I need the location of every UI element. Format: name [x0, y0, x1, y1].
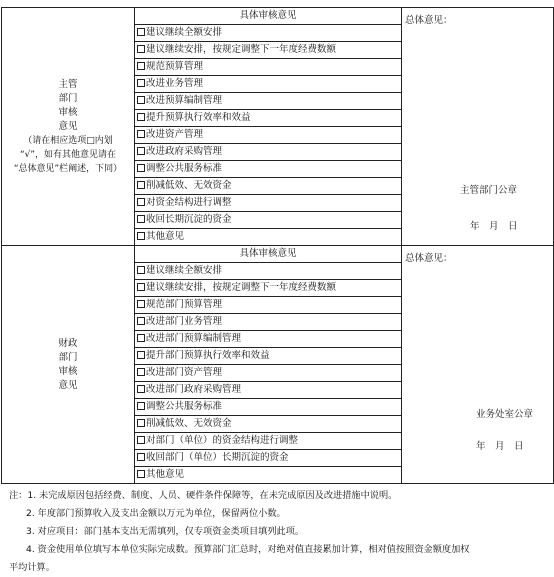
checkbox-icon[interactable] [137, 164, 145, 172]
sec1-option-label: 其他意见 [146, 231, 185, 242]
sec2-option-label: 其他意见 [146, 469, 185, 480]
checkbox-icon[interactable] [137, 419, 145, 427]
note-3: 3. 对应项目：部门基本支出无需填列，仅专项资金类项目填列此项。 [26, 526, 305, 537]
sec1-detail-header: 具体审核意见 [135, 8, 402, 25]
sec1-option[interactable] [135, 127, 402, 144]
checkbox-icon[interactable] [137, 28, 145, 36]
checkbox-icon[interactable] [137, 215, 145, 223]
sec1-overall-label: 总体意见： [405, 15, 453, 26]
sec1-seal-label: 主管部门公章 [460, 185, 518, 196]
sec1-option[interactable] [135, 93, 402, 110]
checkbox-icon[interactable] [137, 96, 145, 104]
checkbox-icon[interactable] [137, 198, 145, 206]
sec1-date-label: 年 月 日 [470, 221, 518, 232]
sec1-instruction-line: “总体意见”栏阐述，下同） [13, 163, 123, 174]
sec2-overall-cell[interactable] [402, 246, 554, 484]
sec1-option-label: 改进资产管理 [146, 129, 204, 140]
checkbox-icon[interactable] [137, 351, 145, 359]
sec1-option-label: 建议继续安排，按规定调整下一年度经费数额 [146, 44, 337, 55]
sec2-title-line: 审核 [58, 365, 78, 377]
checkbox-icon[interactable] [137, 62, 145, 70]
sec1-header-row [2, 8, 554, 25]
sec1-option-label: 改进业务管理 [146, 78, 204, 89]
sec1-option[interactable] [135, 25, 402, 42]
sec2-option[interactable] [135, 331, 402, 348]
sec2-overall-label: 总体意见： [405, 253, 453, 264]
checkbox-icon[interactable] [137, 181, 145, 189]
sec1-title-line: 部门 [58, 92, 78, 104]
sec2-option[interactable] [135, 348, 402, 365]
sec2-option-label: 提升部门预算执行效率和效益 [146, 350, 270, 361]
sec2-option[interactable] [135, 365, 402, 382]
note-1: 注：1. 未完成原因包括经费、制度、人员、硬件条件保障等，在未完成原因及改进措施中说明。 [9, 490, 398, 501]
sec2-option-label: 调整公共服务标准 [146, 401, 223, 412]
sec2-option-label: 改进部门政府采购管理 [146, 384, 242, 395]
sec2-seal-label: 业务处室公章 [476, 409, 534, 420]
sec2-date-label: 年 月 日 [476, 441, 524, 452]
review-table [1, 7, 554, 484]
sec1-option[interactable] [135, 144, 402, 161]
sec2-option-label: 对部门（单位）的资金结构进行调整 [146, 435, 299, 446]
sec1-instruction-line: （请在相应选项□内划 [23, 135, 113, 146]
sec2-option-label: 削减低效、无效资金 [146, 418, 232, 429]
sec1-option[interactable] [135, 195, 402, 212]
checkbox-icon[interactable] [137, 300, 145, 308]
note-4-continued: 平均计算。 [9, 562, 55, 573]
sec2-option[interactable] [135, 382, 402, 399]
sec1-title-line: 审核 [58, 106, 78, 118]
sec1-option[interactable] [135, 178, 402, 195]
sec1-title-line: 主管 [58, 78, 78, 90]
checkbox-icon[interactable] [137, 266, 145, 274]
sec1-option-label: 改进预算编制管理 [146, 95, 223, 106]
sec2-title-line: 意见 [58, 379, 78, 391]
sec2-option[interactable] [135, 416, 402, 433]
sec1-option-label: 收回长期沉淀的资金 [146, 214, 232, 225]
sec2-option-label: 收回部门（单位）长期沉淀的资金 [146, 452, 289, 463]
checkbox-icon[interactable] [137, 79, 145, 87]
checkbox-icon[interactable] [137, 283, 145, 291]
sec1-instruction-line: “√”，如有其他意见请在 [19, 149, 117, 160]
sec2-header-row [2, 246, 554, 263]
sec1-option-label: 对资金结构进行调整 [146, 197, 232, 208]
note-4: 4. 资金使用单位填写本单位实际完成数。预算部门汇总时，对绝对值直接累加计算，相对值按照资金额度加权 [26, 544, 470, 555]
sec2-title-line: 部门 [58, 351, 78, 363]
sec1-option[interactable] [135, 42, 402, 59]
sec1-option[interactable] [135, 229, 402, 246]
sec1-option-label: 规范预算管理 [146, 61, 204, 72]
checkbox-icon[interactable] [137, 130, 145, 138]
sec2-option[interactable] [135, 399, 402, 416]
sec2-option[interactable] [135, 314, 402, 331]
sec2-option-label: 改进部门预算编制管理 [146, 333, 242, 344]
sec2-title-line: 财政 [58, 337, 78, 349]
checkbox-icon[interactable] [137, 113, 145, 121]
sec2-option[interactable] [135, 467, 402, 484]
checkbox-icon[interactable] [137, 385, 145, 393]
sec1-option[interactable] [135, 76, 402, 93]
sec2-option-label: 建议继续全额安排 [146, 265, 223, 276]
checkbox-icon[interactable] [137, 45, 145, 53]
checkbox-icon[interactable] [137, 147, 145, 155]
sec2-option[interactable] [135, 433, 402, 450]
sec1-option-label: 削减低效、无效资金 [146, 180, 232, 191]
sec2-detail-header: 具体审核意见 [135, 246, 402, 263]
sec1-option[interactable] [135, 110, 402, 127]
sec2-option-label: 建议继续安排，按规定调整下一年度经费数额 [146, 282, 337, 293]
sec1-overall-cell[interactable] [402, 8, 554, 246]
sec2-option[interactable] [135, 263, 402, 280]
sec1-title-line: 意见 [58, 120, 78, 132]
checkbox-icon[interactable] [137, 368, 145, 376]
sec2-option-label: 规范部门预算管理 [146, 299, 223, 310]
checkbox-icon[interactable] [137, 232, 145, 240]
sec1-option-label: 改进政府采购管理 [146, 146, 223, 157]
sec2-option-label: 改进部门业务管理 [146, 316, 223, 327]
notes [9, 487, 549, 577]
sec2-option[interactable] [135, 450, 402, 467]
sec2-title-cell [2, 246, 135, 484]
checkbox-icon[interactable] [137, 453, 145, 461]
checkbox-icon[interactable] [137, 334, 145, 342]
checkbox-icon[interactable] [137, 436, 145, 444]
sec2-option-label: 改进部门资产管理 [146, 367, 223, 378]
sec1-option-label: 提升预算执行效率和效益 [146, 112, 251, 123]
sec1-option[interactable] [135, 59, 402, 76]
checkbox-icon[interactable] [137, 402, 145, 410]
sec2-option[interactable] [135, 297, 402, 314]
checkbox-icon[interactable] [137, 470, 145, 478]
sec2-option[interactable] [135, 280, 402, 297]
note-2: 2. 年度部门预算收入及支出金额以万元为单位，保留两位小数。 [26, 508, 286, 519]
sec1-title-cell [2, 8, 135, 246]
sec1-option-label: 调整公共服务标准 [146, 163, 223, 174]
checkbox-icon[interactable] [137, 317, 145, 325]
sec1-option-label: 建议继续全额安排 [146, 27, 223, 38]
sec1-option[interactable] [135, 161, 402, 178]
sec1-option[interactable] [135, 212, 402, 229]
